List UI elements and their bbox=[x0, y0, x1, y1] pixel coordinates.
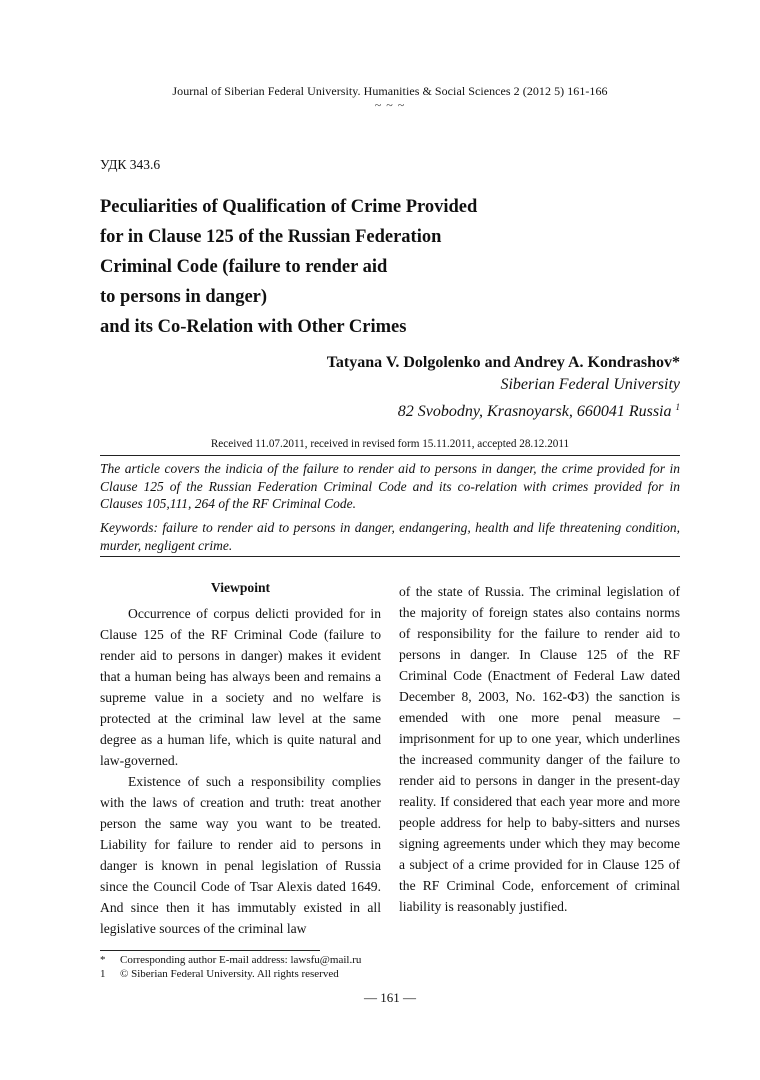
keywords: Keywords: failure to render aid to persons in danger, endangering, health and life threatening condition, murder, negligent crime. bbox=[100, 520, 680, 553]
header-ornament: ~ ~ ~ bbox=[374, 98, 406, 112]
abstract: The article covers the indicia of the failure to render aid to persons in danger, the crime provided for in Clause 125 of the Russian Federation Criminal Code and its co-relation with crimes provided for in Clauses 105,111, 264 of the RF Criminal Code. bbox=[100, 461, 680, 511]
article-title bbox=[100, 192, 620, 342]
footnote-text: © Siberian Federal University. All rights reserved bbox=[120, 968, 339, 980]
title-line: to persons in danger) bbox=[100, 287, 268, 307]
abstract-bottom-rule bbox=[100, 556, 680, 557]
page-number: — 161 — bbox=[364, 990, 416, 1005]
title-line: and its Co-Relation with Other Crimes bbox=[100, 317, 407, 337]
footnote bbox=[100, 953, 361, 967]
body-column-left bbox=[100, 577, 381, 939]
footnote-text: Corresponding author E-mail address: lawsfu@mail.ru bbox=[120, 954, 362, 966]
body-column-right bbox=[399, 581, 680, 917]
footnote-mark: * bbox=[100, 954, 106, 966]
author-block bbox=[327, 352, 680, 423]
author-names: Tatyana V. Dolgolenko and Andrey A. Kondrashov* bbox=[326, 354, 680, 371]
received-dates: Received 11.07.2011, received in revised form 15.11.2011, accepted 28.12.2011 bbox=[210, 438, 570, 450]
title-line: Criminal Code (failure to render aid bbox=[100, 257, 388, 277]
footnotes bbox=[100, 953, 361, 981]
footnote-mark: 1 bbox=[100, 968, 106, 980]
footnote-rule bbox=[100, 950, 320, 951]
body-paragraph: Existence of such a responsibility complies with the laws of creation and truth: treat another person the same way you want to be treated. Liability for failure to render aid to persons in danger is known in penal legislation of Russia since the Council Code of Tsar Alexis dated 1649. And since then it has immutably existed in all legislative sources of the criminal law bbox=[100, 774, 381, 936]
title-line: Peculiarities of Qualification of Crime Provided bbox=[100, 197, 478, 217]
journal-header: Journal of Siberian Federal University. Humanities & Social Sciences 2 (2012 5) 161-166 bbox=[172, 84, 608, 98]
abstract-top-rule bbox=[100, 455, 680, 456]
body-paragraph: of the state of Russia. The criminal legislation of the majority of foreign states also contains norms of responsibility for the failure to render aid to persons in danger. In Clause 125 of the RF Criminal Code (Enactment of Federal Law dated December 8, 2003, No. 162-ФЗ) the sanction is emended with one more penal measure – imprisonment for up to one year, which underlines the increased community danger of the failure to render aid to persons in danger in the present-day reality. If considered that each year more and more people address for help to baby-sitters and nurses signing agreements under which they may become a subject of a crime provided for in Clause 125 of the RF Criminal Code, enforcement of criminal liability is reasonably justified. bbox=[399, 584, 680, 914]
address-footnote-mark: 1 bbox=[675, 402, 680, 412]
footnote bbox=[100, 967, 361, 981]
title-line: for in Clause 125 of the Russian Federation bbox=[100, 227, 442, 247]
author-address bbox=[327, 396, 680, 423]
address-text: 82 Svobodny, Krasnoyarsk, 660041 Russia bbox=[397, 403, 672, 420]
section-heading: Viewpoint bbox=[210, 580, 271, 595]
udk-code: УДК 343.6 bbox=[100, 157, 161, 172]
body-paragraph: Occurrence of corpus delicti provided for in Clause 125 of the RF Criminal Code (failure to render aid to persons in danger) makes it evident that a human being has always been and remains a supreme value in a society and no welfare is protected at the criminal law level at the same degree as a human life, which is quite natural and law-governed. bbox=[100, 606, 381, 768]
author-affiliation: Siberian Federal University bbox=[500, 376, 680, 393]
